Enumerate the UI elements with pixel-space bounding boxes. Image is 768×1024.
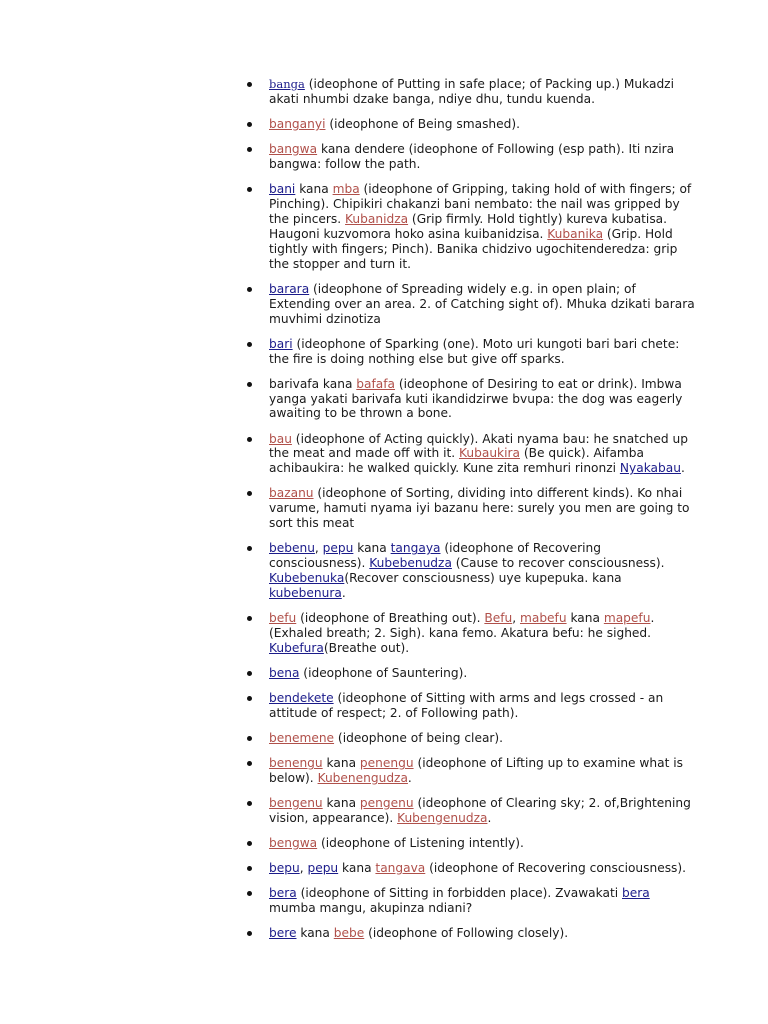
term-link[interactable]: bere bbox=[269, 926, 297, 941]
bullet-icon bbox=[247, 342, 252, 347]
bullet-icon bbox=[247, 736, 252, 741]
entry-text bbox=[269, 432, 688, 476]
definition-text: (ideophone of Gripping, taking hold of with fingers; of Pinching). Chipikiri chakanzi bani nembato: the nail was gripped by the pincers. bbox=[269, 182, 692, 226]
term-link[interactable]: bena bbox=[269, 666, 300, 681]
bullet-icon bbox=[247, 147, 252, 152]
term-link[interactable]: bazanu bbox=[269, 486, 314, 501]
term-link[interactable]: bari bbox=[269, 336, 293, 351]
definition-text: (ideophone of Desiring to eat or drink). Imbwa yanga yakati barivafa kuti ikandidzirwe bvupa: the dog was eagerly awaiting to be thrown a bone. bbox=[269, 376, 683, 421]
definition-text: (ideophone of Breathing out). bbox=[296, 611, 485, 626]
entry-text bbox=[269, 731, 503, 745]
bullet-icon bbox=[247, 801, 252, 806]
entry-text bbox=[269, 611, 654, 655]
definition-text: (ideophone of Sitting in forbidden place). Zvawakati bbox=[296, 886, 623, 901]
term-link[interactable]: bebe bbox=[333, 926, 365, 941]
term-link[interactable]: pepu bbox=[307, 861, 339, 876]
definition-text: (ideophone of Following closely). bbox=[364, 926, 569, 941]
term-link[interactable]: Kubebenuka bbox=[269, 571, 345, 586]
entry-text bbox=[269, 796, 691, 825]
term-link[interactable]: mabefu bbox=[519, 611, 567, 626]
entry-item bbox=[269, 282, 697, 327]
term-link[interactable]: banganyi bbox=[269, 117, 326, 131]
definition-text: (ideophone of Lifting up to examine what is below). bbox=[269, 756, 683, 786]
entry-item bbox=[269, 731, 697, 746]
ideophone-entry-list bbox=[269, 77, 697, 952]
definition-text: kana bbox=[566, 611, 604, 626]
term-link[interactable]: Befu bbox=[484, 611, 513, 626]
definition-text: kana bbox=[353, 541, 391, 556]
bullet-icon bbox=[247, 841, 252, 846]
definition-text: kana bbox=[322, 796, 360, 811]
term-link[interactable]: Kubenengudza bbox=[317, 771, 408, 786]
definition-text: (ideophone of Spreading widely e.g. in open plain; of Extending over an area. 2. of Catching sight of). Mhuka dzikati barara muvhimi dzinotiza bbox=[269, 281, 695, 326]
definition-text: (Cause to recover consciousness). bbox=[451, 556, 665, 571]
bullet-icon bbox=[247, 546, 252, 551]
term-link[interactable]: Kubefura bbox=[269, 640, 324, 655]
entry-item bbox=[269, 836, 697, 851]
entry-text bbox=[269, 486, 689, 530]
definition-text: , bbox=[299, 861, 308, 876]
definition-text: . bbox=[341, 586, 346, 601]
bullet-icon bbox=[247, 187, 252, 192]
term-link[interactable]: mba bbox=[332, 182, 360, 197]
entry-text bbox=[269, 756, 683, 785]
term-link[interactable]: Kubanika bbox=[547, 226, 604, 241]
entry-item bbox=[269, 117, 697, 132]
entry-text bbox=[269, 182, 691, 271]
entry-item bbox=[269, 77, 697, 107]
definition-text: (ideophone of Acting quickly). Akati nyama bau: he snatched up the meat and made off with it. bbox=[269, 431, 688, 461]
entry-item bbox=[269, 666, 697, 681]
definition-text: kana bbox=[322, 756, 360, 771]
term-link[interactable]: bera bbox=[269, 886, 297, 901]
term-link[interactable]: bani bbox=[269, 182, 296, 197]
entry-item bbox=[269, 861, 697, 876]
entry-text bbox=[269, 377, 682, 421]
definition-text: (Recover consciousness) uye kupepuka. kana bbox=[344, 571, 622, 586]
definition-text: . bbox=[680, 461, 685, 476]
entry-item bbox=[269, 796, 697, 826]
entry-text bbox=[269, 886, 650, 915]
term-link[interactable]: barara bbox=[269, 281, 310, 296]
bullet-icon bbox=[247, 491, 252, 496]
definition-text: mumba mangu, akupinza ndiani? bbox=[269, 901, 473, 916]
entry-item bbox=[269, 611, 697, 656]
definition-text: (ideophone of Listening intently). bbox=[317, 836, 524, 851]
definition-text: (ideophone of Clearing sky; 2. of,Brightening vision, appearance). bbox=[269, 796, 691, 826]
term-link[interactable]: mapefu bbox=[603, 611, 651, 626]
definition-text: kana bbox=[338, 861, 376, 876]
term-link[interactable]: bepu bbox=[269, 861, 300, 876]
entry-item bbox=[269, 182, 697, 271]
entry-text bbox=[269, 861, 686, 875]
bullet-icon bbox=[247, 866, 252, 871]
definition-text: , bbox=[314, 541, 323, 556]
definition-text: (ideophone of Being smashed). bbox=[325, 117, 521, 131]
entry-text bbox=[269, 337, 679, 366]
term-link[interactable]: pengenu bbox=[359, 796, 414, 811]
term-link[interactable]: befu bbox=[269, 611, 297, 626]
definition-text: kana bbox=[296, 926, 334, 941]
entry-text bbox=[269, 926, 568, 940]
term-link[interactable]: banga bbox=[269, 77, 305, 91]
entry-text bbox=[269, 142, 674, 171]
bullet-icon bbox=[247, 82, 252, 87]
entry-text bbox=[269, 77, 674, 106]
definition-text: . (Exhaled breath; 2. Sigh). kana femo. Akatura befu: he sighed. bbox=[269, 611, 655, 641]
entry-item bbox=[269, 926, 697, 941]
bullet-icon bbox=[247, 891, 252, 896]
term-link[interactable]: benemene bbox=[269, 731, 335, 746]
definition-text: (ideophone of Putting in safe place; of Packing up.) Mukadzi akati nhumbi dzake banga, ndiye dhu, tundu kuenda. bbox=[269, 77, 674, 106]
term-link[interactable]: bangwa bbox=[269, 142, 318, 157]
term-link[interactable]: Kubengenudza bbox=[397, 811, 488, 826]
bullet-icon bbox=[247, 437, 252, 442]
bullet-icon bbox=[247, 671, 252, 676]
definition-text: . bbox=[487, 811, 492, 826]
definition-text: (Grip firmly. Hold tightly) kureva kubatisa. Haugoni kuzvomora hoko asina kuibanidzisa. bbox=[269, 211, 668, 241]
entry-item bbox=[269, 886, 697, 916]
definition-text: barivafa kana bbox=[269, 376, 357, 391]
term-link[interactable]: bau bbox=[269, 431, 292, 446]
bullet-icon bbox=[247, 287, 252, 292]
definition-text: (Grip. Hold tightly with fingers; Pinch). Banika chidzivo ugochitenderedza: grip the stopper and turn it. bbox=[269, 226, 678, 271]
definition-text: kana bbox=[295, 182, 333, 197]
entry-text bbox=[269, 836, 524, 850]
term-link[interactable]: bebenu bbox=[269, 541, 315, 556]
entry-item bbox=[269, 377, 697, 422]
entry-text bbox=[269, 666, 467, 680]
term-link[interactable]: tangava bbox=[375, 861, 426, 876]
bullet-icon bbox=[247, 122, 252, 127]
term-link[interactable]: bafafa bbox=[356, 376, 396, 391]
definition-text: (ideophone of Sauntering). bbox=[299, 666, 468, 681]
entry-item bbox=[269, 691, 697, 721]
entry-item bbox=[269, 432, 697, 477]
entry-item bbox=[269, 142, 697, 172]
term-link[interactable]: bengenu bbox=[269, 796, 323, 811]
term-link[interactable]: penengu bbox=[359, 756, 414, 771]
definition-text: (ideophone of Sparking (one). Moto uri kungoti bari bari chete: the fire is doing nothing else but give off sparks. bbox=[269, 336, 680, 366]
definition-text: (Be quick). Aifamba achibaukira: he walked quickly. Kune zita remhuri rinonzi bbox=[269, 446, 644, 476]
definition-text: (ideophone of being clear). bbox=[334, 731, 504, 746]
term-link[interactable]: Nyakabau bbox=[619, 461, 681, 476]
term-link[interactable]: Kubaukira bbox=[459, 446, 520, 461]
term-link[interactable]: kubebenura bbox=[269, 586, 342, 601]
term-link[interactable]: bengwa bbox=[269, 836, 318, 851]
bullet-icon bbox=[247, 931, 252, 936]
entry-item bbox=[269, 541, 697, 601]
term-link[interactable]: bendekete bbox=[269, 691, 334, 706]
entry-item bbox=[269, 337, 697, 367]
term-link[interactable]: pepu bbox=[322, 541, 354, 556]
term-link[interactable]: tangaya bbox=[390, 541, 441, 556]
definition-text: (ideophone of Sitting with arms and legs crossed - an attitude of respect; 2. of Following path). bbox=[269, 691, 664, 721]
bullet-icon bbox=[247, 761, 252, 766]
term-link[interactable]: Kubanidza bbox=[345, 211, 409, 226]
definition-text: kana dendere (ideophone of Following (esp path). Iti nzira bangwa: follow the path. bbox=[269, 142, 675, 171]
entry-text bbox=[269, 282, 695, 326]
term-link[interactable]: bera bbox=[622, 886, 650, 901]
definition-text: (ideophone of Recovering consciousness). bbox=[269, 541, 601, 571]
bullet-icon bbox=[247, 616, 252, 621]
definition-text: . bbox=[407, 771, 412, 786]
entry-text bbox=[269, 117, 520, 131]
entry-text bbox=[269, 541, 664, 600]
definition-text: (ideophone of Recovering consciousness). bbox=[425, 861, 687, 876]
entry-item bbox=[269, 756, 697, 786]
entry-text bbox=[269, 691, 663, 720]
term-link[interactable]: Kubebenudza bbox=[369, 556, 452, 571]
entry-item bbox=[269, 486, 697, 531]
bullet-icon bbox=[247, 382, 252, 387]
term-link[interactable]: benengu bbox=[269, 756, 323, 771]
definition-text: , bbox=[512, 611, 520, 626]
bullet-icon bbox=[247, 696, 252, 701]
definition-text: (Breathe out). bbox=[323, 640, 410, 655]
definition-text: (ideophone of Sorting, dividing into different kinds). Ko nhai varume, hamuti nyama iyi bazanu here: surely you men are going to sort this meat bbox=[269, 486, 690, 531]
